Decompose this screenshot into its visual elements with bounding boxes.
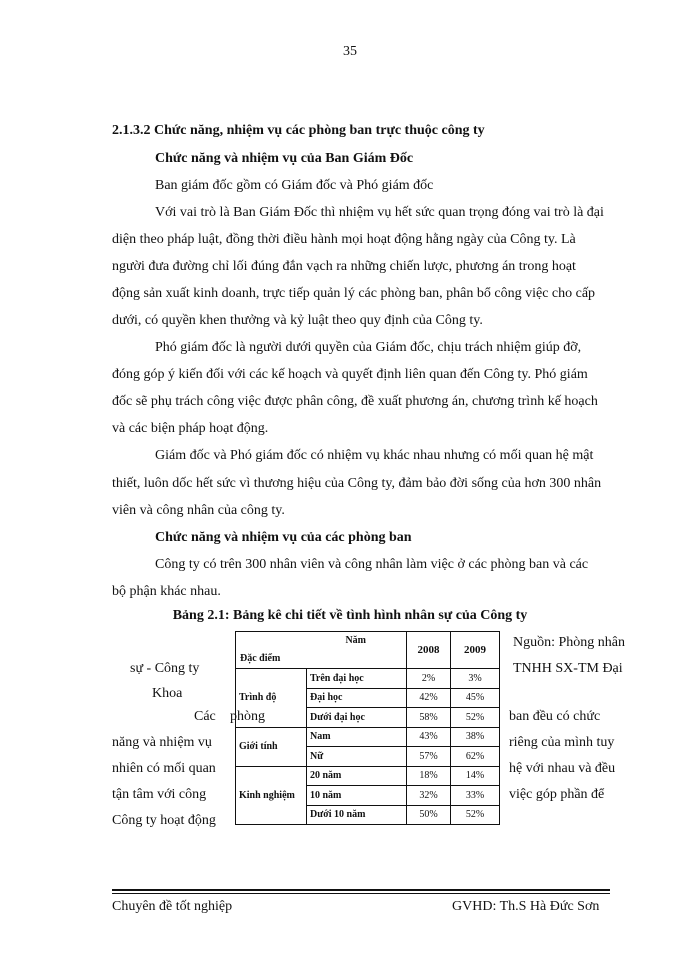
paragraph-line: động sản xuất kinh doanh, trực tiếp quản lý các phòng ban, phân bổ công việc cho cấp xyxy=(112,286,596,301)
paragraph-line: người đưa đường chỉ lối đúng đắn vạch ra những chiến lược, phương án trong hoạt xyxy=(112,259,576,274)
value-2009: 3% xyxy=(451,669,500,689)
row-label: 20 năm xyxy=(307,766,407,786)
paragraph-line: Giám đốc và Phó giám đốc có nhiệm vụ khác nhau nhưng có mối quan hệ mật xyxy=(155,448,594,463)
wrap-text: Công ty hoạt động xyxy=(112,813,216,828)
paragraph-line: Công ty có trên 300 nhân viên và công nhân làm việc ở các phòng ban và các xyxy=(155,557,589,572)
wrap-text: riêng của mình tuy xyxy=(509,735,615,750)
wrap-text: việc góp phần để xyxy=(509,787,605,802)
header-diagonal-cell xyxy=(236,632,407,669)
paragraph-line: đốc sẽ phụ trách công việc được phân công, đề xuất phương án, chương trình kế hoạch xyxy=(112,394,598,409)
value-2008: 58% xyxy=(407,708,451,728)
sub-heading-board: Chức năng và nhiệm vụ của Ban Giám Đốc xyxy=(155,151,414,166)
row-label: Dưới 10 năm xyxy=(307,805,407,825)
footer-rule xyxy=(112,889,610,891)
intro-line: Ban giám đốc gồm có Giám đốc và Phó giám đốc xyxy=(155,178,434,193)
row-label: Trên đại học xyxy=(307,669,407,689)
table-row xyxy=(236,727,500,747)
header-year-label: Năm xyxy=(345,635,366,646)
value-2009: 52% xyxy=(451,805,500,825)
header-year-2008: 2008 xyxy=(407,632,451,669)
personnel-table xyxy=(235,631,500,825)
source-note: sự - Công ty xyxy=(130,661,200,676)
paragraph-line: viên và công nhân của công ty. xyxy=(112,503,285,518)
row-label: 10 năm xyxy=(307,786,407,806)
table-caption: Bảng 2.1: Bảng kê chi tiết về tình hình nhân sự của Công ty xyxy=(172,608,528,623)
value-2008: 43% xyxy=(407,727,451,747)
paragraph-line: và các biện pháp hoạt động. xyxy=(112,421,269,436)
row-label: Dưới đại học xyxy=(307,708,407,728)
page-number: 35 xyxy=(343,44,357,59)
paragraph-line: Phó giám đốc là người dưới quyền của Giám đốc, chịu trách nhiệm giúp đỡ, xyxy=(155,340,582,355)
value-2009: 52% xyxy=(451,708,500,728)
footer-right: GVHD: Th.S Hà Đức Sơn xyxy=(452,899,600,914)
paragraph-line: bộ phận khác nhau. xyxy=(112,584,221,599)
value-2008: 42% xyxy=(407,688,451,708)
value-2008: 57% xyxy=(407,747,451,767)
value-2008: 2% xyxy=(407,669,451,689)
paragraph-line: Với vai trò là Ban Giám Đốc thì nhiệm vụ hết sức quan trọng đóng vai trò là đại xyxy=(155,205,604,220)
header-feature-label: Đặc điểm xyxy=(240,653,281,664)
paragraph-line: diện theo pháp luật, đồng thời điều hành mọi hoạt động hằng ngày của Công ty. Là xyxy=(112,232,576,247)
source-note: TNHH SX-TM Đại xyxy=(513,661,623,676)
row-label: Nữ xyxy=(307,747,407,767)
footer-left: Chuyên đề tốt nghiệp xyxy=(112,899,233,914)
table-header-row xyxy=(236,632,500,669)
value-2009: 62% xyxy=(451,747,500,767)
footer-rule xyxy=(112,893,610,894)
wrap-text: nhiên có mối quan xyxy=(112,761,216,776)
wrap-text: phòng xyxy=(230,709,265,724)
header-year-2009: 2009 xyxy=(451,632,500,669)
group-cell: Giới tính xyxy=(236,727,307,766)
value-2008: 32% xyxy=(407,786,451,806)
group-cell: Trình độ xyxy=(236,669,307,728)
sub-heading-departments: Chức năng và nhiệm vụ của các phòng ban xyxy=(155,530,412,545)
value-2009: 45% xyxy=(451,688,500,708)
section-heading: 2.1.3.2 Chức năng, nhiệm vụ các phòng ban trực thuộc công ty xyxy=(112,123,485,138)
paragraph-line: thiết, luôn dốc hết sức vì thương hiệu của Công ty, đảm bảo đời sống của hơn 300 nhân xyxy=(112,476,602,491)
paragraph-line: đóng góp ý kiến đối với các kế hoạch và quyết định liên quan đến Công ty. Phó giám xyxy=(112,367,588,382)
row-label: Nam xyxy=(307,727,407,747)
row-label: Đại học xyxy=(307,688,407,708)
value-2009: 38% xyxy=(451,727,500,747)
value-2008: 50% xyxy=(407,805,451,825)
value-2008: 18% xyxy=(407,766,451,786)
table-row xyxy=(236,766,500,786)
wrap-text: ban đều có chức xyxy=(509,709,601,724)
wrap-text: năng và nhiệm vụ xyxy=(112,735,212,750)
wrap-text: tận tâm với công xyxy=(112,787,207,802)
value-2009: 33% xyxy=(451,786,500,806)
wrap-text: hệ với nhau và đều xyxy=(509,761,616,776)
source-note: Nguồn: Phòng nhân xyxy=(513,635,625,650)
wrap-text: Các xyxy=(194,709,216,724)
group-cell: Kinh nghiệm xyxy=(236,766,307,825)
paragraph-line: dưới, có quyền khen thưởng và kỷ luật theo quy định của Công ty. xyxy=(112,313,483,328)
source-note: Khoa xyxy=(152,686,183,701)
value-2009: 14% xyxy=(451,766,500,786)
table-row xyxy=(236,669,500,689)
